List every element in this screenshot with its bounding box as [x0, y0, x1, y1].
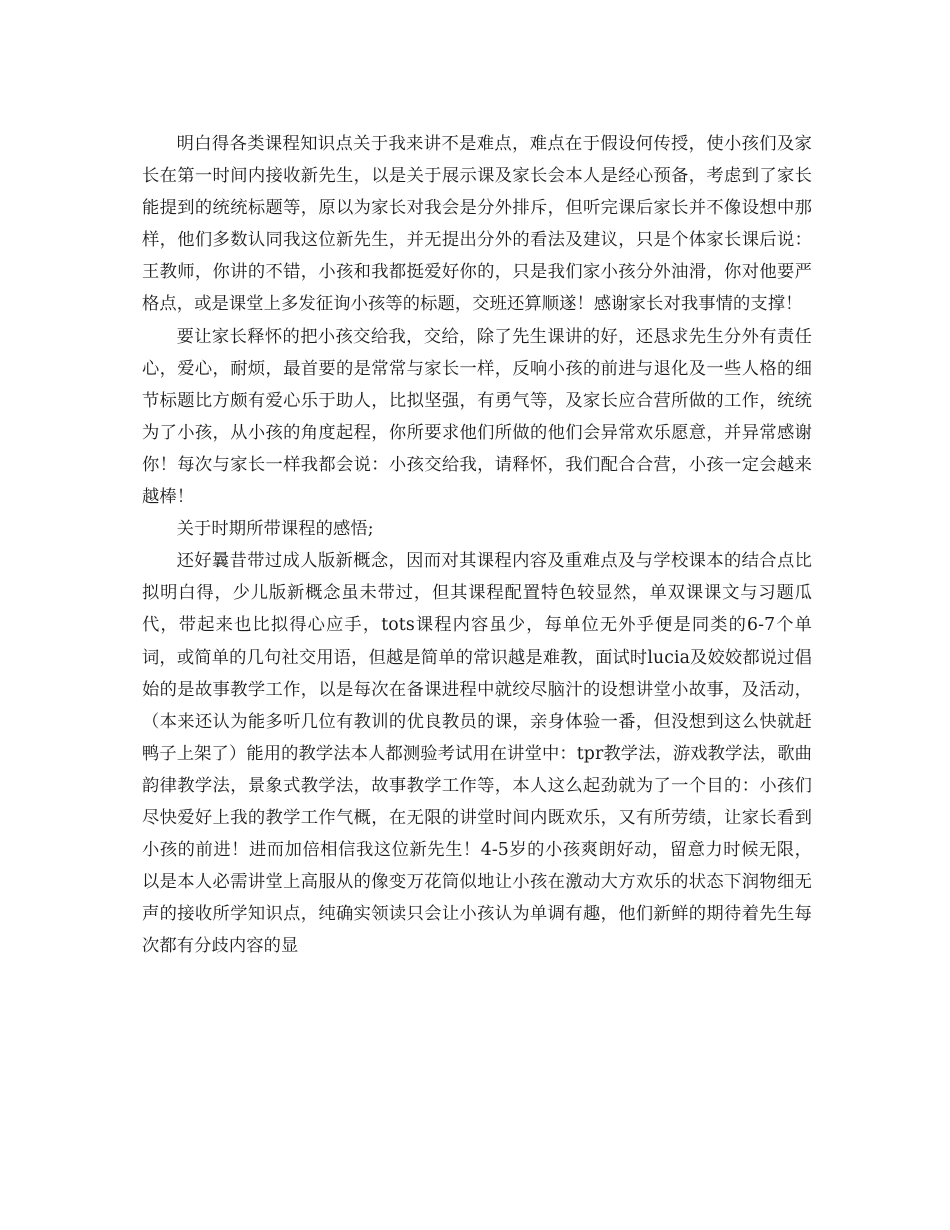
paragraph-2: 要让家长释怀的把小孩交给我，交给，除了先生课讲的好，还恳求先生分外有责任心，爱心，耐烦，最首要的是常常与家长一样，反响小孩的前进与退化及一些人格的细节标题比方颇有爱心乐于助人，比拟坚强，有勇气等，及家长应合营所做的工作，统统为了小孩，从小孩的角度起程，你所要求他们所做的他们会异常欢乐愿意，并异常感谢你！每次与家长一样我都会说：小孩交给我，请释怀，我们配合合营，小孩一定会越来越棒！: [142, 326, 812, 508]
paragraph-1: 明白得各类课程知识点关于我来讲不是难点，难点在于假设何传授，使小孩们及家长在第一时间内接收新先生，以是关于展示课及家长会本人是经心预备，考虑到了家长能提到的统统标题等，原以为家长对我会是分外排斥，但听完课后家长并不像设想中那样，他们多数认同我这位新先生，并无提出分外的看法及建议，只是个体家长课后说：王教师，你讲的不错，小孩和我都挺爱好你的，只是我们家小孩分外油滑，你对他要严格点，或是课堂上多发征询小孩等的标题，交班还算顺遂！感谢家长对我事情的支撑！: [142, 134, 812, 315]
paragraph-4: 还好曩昔带过成人版新概念，因而对其课程内容及重难点及与学校课本的结合点比拟明白得，少儿版新概念虽未带过，但其课程配置特色较显然，单双课课文与习题瓜代，带起来也比拟得心应手，tots课程内容虽少，每单位无外乎便是同类的6-7个单词，或简单的几句社交用语，但越是简单的常识越是难教，面试时lucia及姣姣都说过倡始的是故事教学工作，以是每次在备课进程中就绞尽脑汁的设想讲堂小故事，及活动，（本来还认为能多听几位有教训的优良教员的课，亲身体验一番，但没想到这么快就赶鸭子上架了）能用的教学法本人都测验考试用在讲堂中：tpr教学法，游戏教学法，歌曲韵律教学法，景象式教学法，故事教学工作等，本人这么起劲就为了一个目的：小孩们尽快爱好上我的教学工作气概，在无限的讲堂时间内既欢乐，又有所劳绩，让家长看到小孩的前进！进而加倍相信我这位新先生！4-5岁的小孩爽朗好动，留意力时候无限，以是本人必需讲堂上高服从的像变万花筒似地让小孩在激动大方欢乐的状态下润物细无声的接收所学知识点，纯确实领读只会让小孩认为单调有趣，他们新鲜的期待着先生每次都有分歧内容的显: [142, 551, 812, 957]
paragraph-3: 关于时期所带课程的感悟;: [176, 519, 374, 540]
document-page: [142, 128, 812, 962]
